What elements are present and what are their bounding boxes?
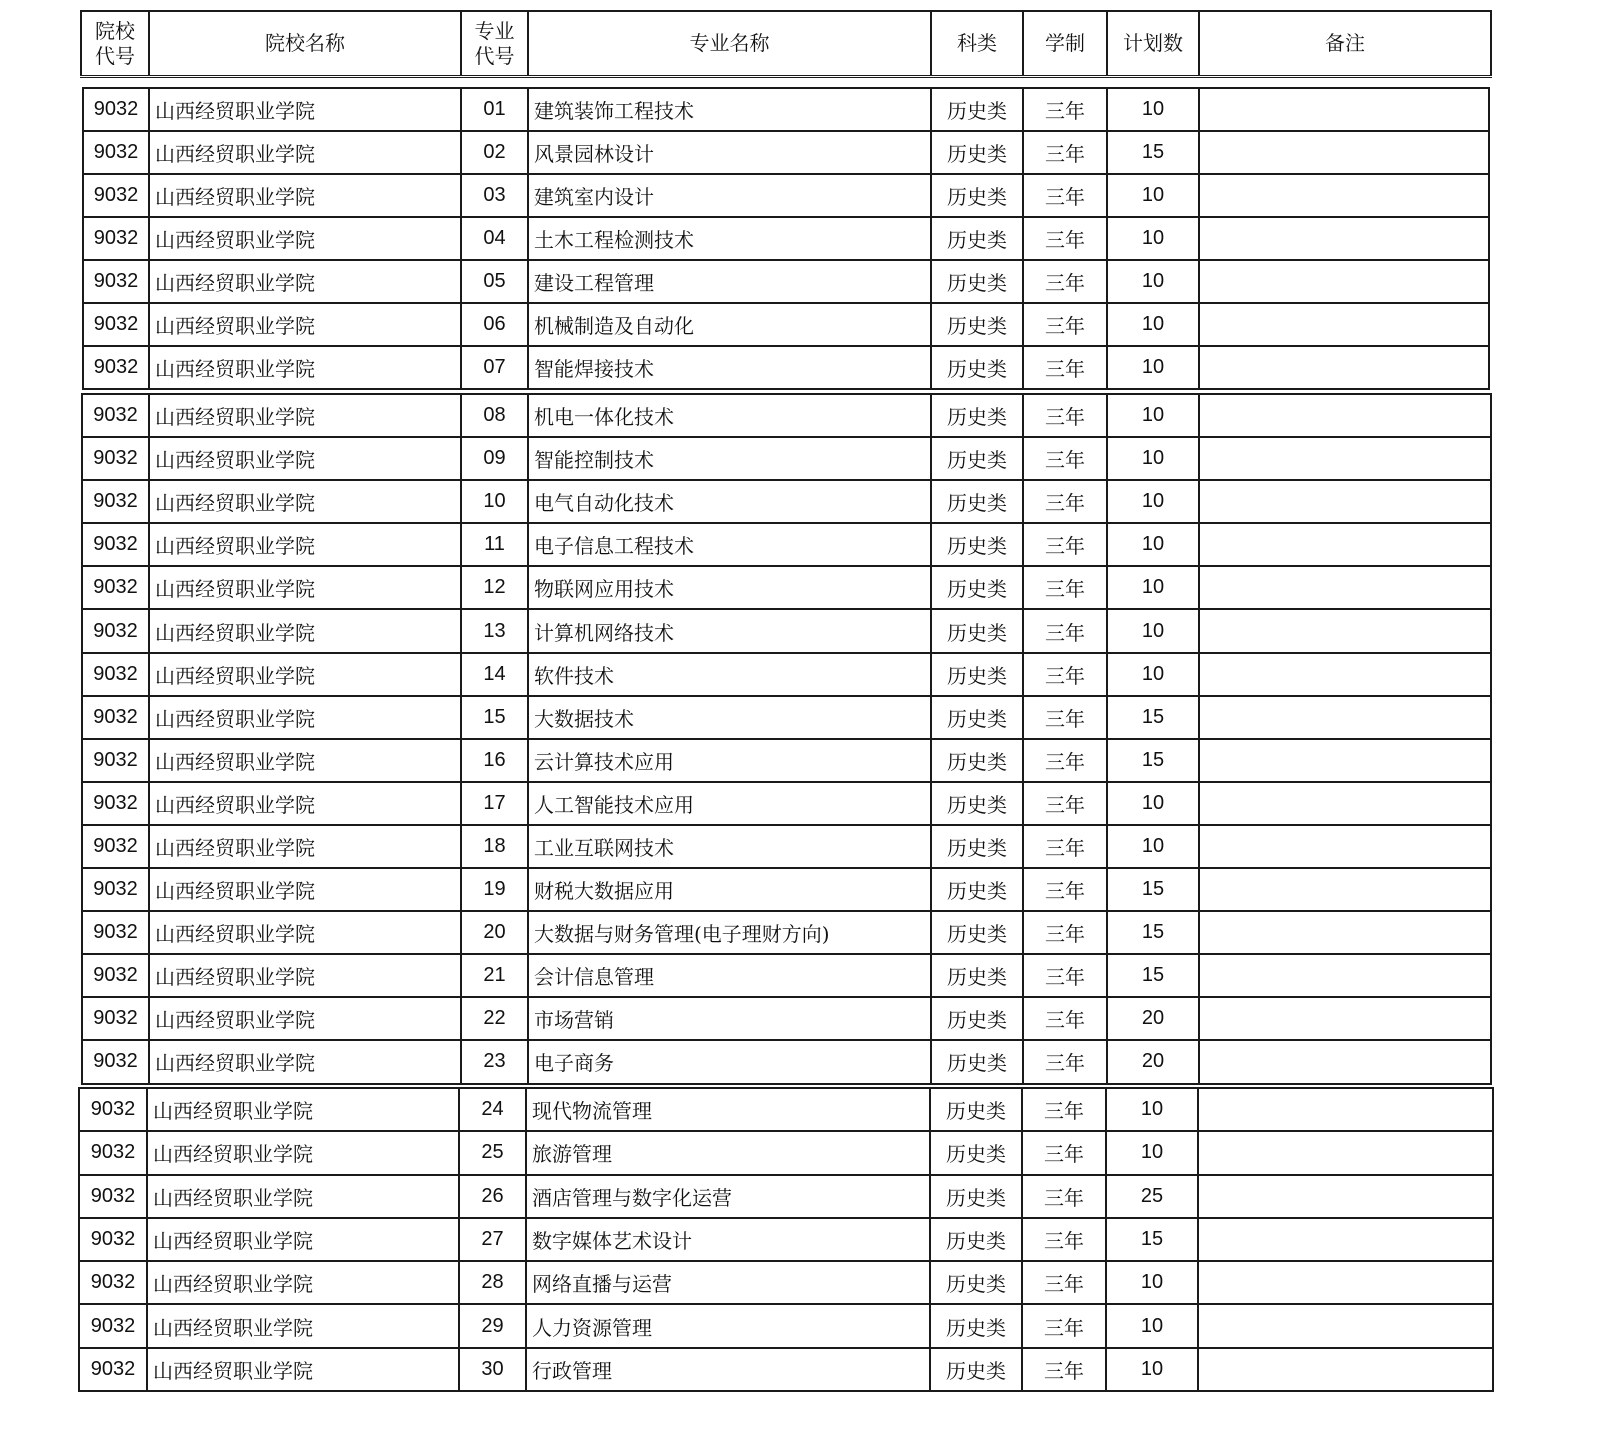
duration-cell: 三年 bbox=[1023, 609, 1107, 652]
school-code-cell: 9032 bbox=[79, 1304, 147, 1347]
table-row bbox=[82, 739, 1491, 782]
school-code-cell: 9032 bbox=[79, 1175, 147, 1218]
duration-cell: 三年 bbox=[1022, 1175, 1106, 1218]
major-code-cell: 19 bbox=[461, 868, 528, 911]
school-name-cell: 山西经贸职业学院 bbox=[149, 868, 461, 911]
remarks-cell bbox=[1198, 1261, 1493, 1304]
major-name-cell: 建设工程管理 bbox=[528, 260, 931, 303]
major-name-cell: 酒店管理与数字化运营 bbox=[526, 1175, 930, 1218]
duration-cell: 三年 bbox=[1023, 566, 1107, 609]
remarks-cell bbox=[1199, 997, 1491, 1040]
school-name-cell: 山西经贸职业学院 bbox=[147, 1088, 459, 1131]
table-row bbox=[82, 523, 1491, 566]
major-name-cell: 行政管理 bbox=[526, 1348, 930, 1391]
plan-count-cell: 10 bbox=[1106, 1131, 1198, 1174]
header-plan: 计划数 bbox=[1107, 11, 1199, 77]
school-name-cell: 山西经贸职业学院 bbox=[147, 1304, 459, 1347]
remarks-cell bbox=[1199, 1040, 1491, 1083]
category-cell: 历史类 bbox=[931, 825, 1023, 868]
major-name-cell: 工业互联网技术 bbox=[528, 825, 931, 868]
school-name-cell: 山西经贸职业学院 bbox=[149, 217, 461, 260]
remarks-cell bbox=[1199, 523, 1491, 566]
remarks-cell bbox=[1199, 394, 1491, 437]
major-name-cell: 市场营销 bbox=[528, 997, 931, 1040]
remarks-cell bbox=[1198, 1348, 1493, 1391]
plan-count-cell: 10 bbox=[1107, 260, 1199, 303]
school-name-cell: 山西经贸职业学院 bbox=[149, 437, 461, 480]
school-name-cell: 山西经贸职业学院 bbox=[149, 1040, 461, 1083]
table-row bbox=[82, 480, 1491, 523]
school-name-cell: 山西经贸职业学院 bbox=[149, 346, 461, 389]
school-name-cell: 山西经贸职业学院 bbox=[147, 1348, 459, 1391]
major-name-cell: 建筑室内设计 bbox=[528, 174, 931, 217]
plan-count-cell: 10 bbox=[1107, 437, 1199, 480]
table-row bbox=[82, 868, 1491, 911]
major-name-cell: 电子信息工程技术 bbox=[528, 523, 931, 566]
duration-cell: 三年 bbox=[1023, 997, 1107, 1040]
category-cell: 历史类 bbox=[931, 88, 1023, 131]
plan-count-cell: 10 bbox=[1107, 480, 1199, 523]
table-row bbox=[82, 653, 1491, 696]
major-code-cell: 15 bbox=[461, 696, 528, 739]
plan-count-cell: 25 bbox=[1106, 1175, 1198, 1218]
school-code-cell: 9032 bbox=[83, 217, 149, 260]
table-row bbox=[83, 88, 1489, 131]
school-code-cell: 9032 bbox=[82, 523, 149, 566]
remarks-cell bbox=[1199, 825, 1491, 868]
table-row bbox=[82, 437, 1491, 480]
remarks-cell bbox=[1199, 437, 1491, 480]
major-name-cell: 大数据与财务管理(电子理财方向) bbox=[528, 911, 931, 954]
duration-cell: 三年 bbox=[1023, 174, 1107, 217]
school-name-cell: 山西经贸职业学院 bbox=[149, 566, 461, 609]
duration-cell: 三年 bbox=[1023, 653, 1107, 696]
major-name-cell: 旅游管理 bbox=[526, 1131, 930, 1174]
major-name-cell: 风景园林设计 bbox=[528, 131, 931, 174]
remarks-cell bbox=[1199, 480, 1491, 523]
school-code-cell: 9032 bbox=[82, 566, 149, 609]
table-row bbox=[79, 1088, 1493, 1131]
school-code-cell: 9032 bbox=[82, 437, 149, 480]
plan-count-cell: 20 bbox=[1107, 997, 1199, 1040]
category-cell: 历史类 bbox=[931, 739, 1023, 782]
school-code-cell: 9032 bbox=[79, 1261, 147, 1304]
duration-cell: 三年 bbox=[1023, 523, 1107, 566]
duration-cell: 三年 bbox=[1023, 1040, 1107, 1083]
major-code-cell: 18 bbox=[461, 825, 528, 868]
major-name-cell: 电子商务 bbox=[528, 1040, 931, 1083]
table-row bbox=[82, 782, 1491, 825]
major-code-cell: 22 bbox=[461, 997, 528, 1040]
table-row bbox=[82, 696, 1491, 739]
plan-count-cell: 15 bbox=[1107, 911, 1199, 954]
major-code-cell: 08 bbox=[461, 394, 528, 437]
remarks-cell bbox=[1198, 1218, 1493, 1261]
category-cell: 历史类 bbox=[931, 346, 1023, 389]
header-school-code: 院校代号 bbox=[81, 11, 149, 77]
duration-cell: 三年 bbox=[1023, 437, 1107, 480]
school-code-cell: 9032 bbox=[82, 911, 149, 954]
table-row bbox=[83, 131, 1489, 174]
major-name-cell: 现代物流管理 bbox=[526, 1088, 930, 1131]
school-name-cell: 山西经贸职业学院 bbox=[149, 911, 461, 954]
major-name-cell: 人工智能技术应用 bbox=[528, 782, 931, 825]
remarks-cell bbox=[1199, 696, 1491, 739]
major-name-cell: 机械制造及自动化 bbox=[528, 303, 931, 346]
school-name-cell: 山西经贸职业学院 bbox=[149, 696, 461, 739]
table-row bbox=[82, 566, 1491, 609]
category-cell: 历史类 bbox=[931, 437, 1023, 480]
table-section-3 bbox=[78, 1087, 1494, 1392]
remarks-cell bbox=[1199, 566, 1491, 609]
duration-cell: 三年 bbox=[1022, 1348, 1106, 1391]
major-code-cell: 21 bbox=[461, 954, 528, 997]
plan-count-cell: 20 bbox=[1107, 1040, 1199, 1083]
major-code-cell: 04 bbox=[461, 217, 528, 260]
remarks-cell bbox=[1199, 346, 1489, 389]
duration-cell: 三年 bbox=[1023, 480, 1107, 523]
category-cell: 历史类 bbox=[931, 523, 1023, 566]
table-row bbox=[83, 217, 1489, 260]
major-code-cell: 01 bbox=[461, 88, 528, 131]
school-code-cell: 9032 bbox=[83, 303, 149, 346]
major-code-cell: 17 bbox=[461, 782, 528, 825]
category-cell: 历史类 bbox=[931, 868, 1023, 911]
header-major-code: 专业代号 bbox=[461, 11, 528, 77]
table-row bbox=[83, 303, 1489, 346]
major-code-cell: 07 bbox=[461, 346, 528, 389]
duration-cell: 三年 bbox=[1023, 131, 1107, 174]
remarks-cell bbox=[1199, 739, 1491, 782]
school-code-cell: 9032 bbox=[79, 1348, 147, 1391]
plan-count-cell: 15 bbox=[1107, 131, 1199, 174]
school-code-cell: 9032 bbox=[83, 346, 149, 389]
major-name-cell: 网络直播与运营 bbox=[526, 1261, 930, 1304]
duration-cell: 三年 bbox=[1022, 1218, 1106, 1261]
plan-count-cell: 10 bbox=[1107, 782, 1199, 825]
school-name-cell: 山西经贸职业学院 bbox=[149, 523, 461, 566]
major-code-cell: 14 bbox=[461, 653, 528, 696]
category-cell: 历史类 bbox=[931, 696, 1023, 739]
header-school-name: 院校名称 bbox=[149, 11, 461, 77]
major-code-cell: 03 bbox=[461, 174, 528, 217]
plan-count-cell: 10 bbox=[1107, 825, 1199, 868]
duration-cell: 三年 bbox=[1023, 394, 1107, 437]
plan-count-cell: 10 bbox=[1107, 303, 1199, 346]
duration-cell: 三年 bbox=[1022, 1261, 1106, 1304]
header-major-name: 专业名称 bbox=[528, 11, 931, 77]
major-name-cell: 建筑装饰工程技术 bbox=[528, 88, 931, 131]
plan-count-cell: 10 bbox=[1107, 217, 1199, 260]
major-code-cell: 12 bbox=[461, 566, 528, 609]
school-code-cell: 9032 bbox=[82, 868, 149, 911]
plan-count-cell: 10 bbox=[1106, 1261, 1198, 1304]
duration-cell: 三年 bbox=[1022, 1131, 1106, 1174]
remarks-cell bbox=[1199, 653, 1491, 696]
school-code-cell: 9032 bbox=[82, 480, 149, 523]
duration-cell: 三年 bbox=[1023, 303, 1107, 346]
major-name-cell: 会计信息管理 bbox=[528, 954, 931, 997]
duration-cell: 三年 bbox=[1023, 88, 1107, 131]
duration-cell: 三年 bbox=[1023, 696, 1107, 739]
table-row bbox=[79, 1348, 1493, 1391]
plan-count-cell: 15 bbox=[1107, 739, 1199, 782]
plan-count-cell: 10 bbox=[1107, 346, 1199, 389]
school-name-cell: 山西经贸职业学院 bbox=[149, 131, 461, 174]
major-code-cell: 28 bbox=[459, 1261, 526, 1304]
category-cell: 历史类 bbox=[931, 394, 1023, 437]
remarks-cell bbox=[1199, 88, 1489, 131]
header-duration: 学制 bbox=[1023, 11, 1107, 77]
school-code-cell: 9032 bbox=[82, 653, 149, 696]
school-code-cell: 9032 bbox=[82, 1040, 149, 1083]
school-name-cell: 山西经贸职业学院 bbox=[147, 1261, 459, 1304]
school-name-cell: 山西经贸职业学院 bbox=[149, 174, 461, 217]
major-code-cell: 09 bbox=[461, 437, 528, 480]
major-name-cell: 计算机网络技术 bbox=[528, 609, 931, 652]
school-code-cell: 9032 bbox=[83, 131, 149, 174]
table-row bbox=[82, 997, 1491, 1040]
remarks-cell bbox=[1199, 954, 1491, 997]
table-row bbox=[82, 1040, 1491, 1083]
table-row bbox=[79, 1218, 1493, 1261]
remarks-cell bbox=[1198, 1131, 1493, 1174]
major-code-cell: 23 bbox=[461, 1040, 528, 1083]
major-name-cell: 人力资源管理 bbox=[526, 1304, 930, 1347]
school-name-cell: 山西经贸职业学院 bbox=[149, 954, 461, 997]
table-row bbox=[82, 954, 1491, 997]
major-code-cell: 16 bbox=[461, 739, 528, 782]
category-cell: 历史类 bbox=[931, 566, 1023, 609]
category-cell: 历史类 bbox=[931, 954, 1023, 997]
duration-cell: 三年 bbox=[1023, 868, 1107, 911]
remarks-cell bbox=[1199, 131, 1489, 174]
major-name-cell: 土木工程检测技术 bbox=[528, 217, 931, 260]
major-code-cell: 02 bbox=[461, 131, 528, 174]
duration-cell: 三年 bbox=[1023, 217, 1107, 260]
school-code-cell: 9032 bbox=[83, 260, 149, 303]
major-code-cell: 05 bbox=[461, 260, 528, 303]
table-section-1 bbox=[82, 87, 1490, 390]
remarks-cell bbox=[1199, 174, 1489, 217]
table-row bbox=[79, 1131, 1493, 1174]
major-code-cell: 25 bbox=[459, 1131, 526, 1174]
table-row bbox=[83, 346, 1489, 389]
school-name-cell: 山西经贸职业学院 bbox=[149, 88, 461, 131]
remarks-cell bbox=[1199, 217, 1489, 260]
major-code-cell: 26 bbox=[459, 1175, 526, 1218]
remarks-cell bbox=[1199, 911, 1491, 954]
school-code-cell: 9032 bbox=[82, 782, 149, 825]
duration-cell: 三年 bbox=[1023, 260, 1107, 303]
remarks-cell bbox=[1198, 1304, 1493, 1347]
table-section-2 bbox=[81, 393, 1492, 1085]
duration-cell: 三年 bbox=[1023, 782, 1107, 825]
remarks-cell bbox=[1199, 609, 1491, 652]
school-code-cell: 9032 bbox=[82, 954, 149, 997]
category-cell: 历史类 bbox=[931, 609, 1023, 652]
category-cell: 历史类 bbox=[931, 782, 1023, 825]
school-name-cell: 山西经贸职业学院 bbox=[149, 303, 461, 346]
school-code-cell: 9032 bbox=[79, 1218, 147, 1261]
major-code-cell: 13 bbox=[461, 609, 528, 652]
major-code-cell: 30 bbox=[459, 1348, 526, 1391]
table-row bbox=[82, 394, 1491, 437]
duration-cell: 三年 bbox=[1023, 346, 1107, 389]
table-row bbox=[79, 1261, 1493, 1304]
school-name-cell: 山西经贸职业学院 bbox=[149, 480, 461, 523]
major-code-cell: 24 bbox=[459, 1088, 526, 1131]
school-name-cell: 山西经贸职业学院 bbox=[147, 1131, 459, 1174]
school-name-cell: 山西经贸职业学院 bbox=[149, 394, 461, 437]
table-row bbox=[82, 911, 1491, 954]
header-category: 科类 bbox=[931, 11, 1023, 77]
plan-count-cell: 10 bbox=[1107, 88, 1199, 131]
table-header bbox=[80, 10, 1492, 78]
remarks-cell bbox=[1199, 260, 1489, 303]
plan-count-cell: 10 bbox=[1106, 1304, 1198, 1347]
plan-count-cell: 15 bbox=[1107, 868, 1199, 911]
plan-count-cell: 10 bbox=[1107, 394, 1199, 437]
category-cell: 历史类 bbox=[931, 217, 1023, 260]
major-name-cell: 财税大数据应用 bbox=[528, 868, 931, 911]
duration-cell: 三年 bbox=[1023, 825, 1107, 868]
table-row bbox=[83, 260, 1489, 303]
school-name-cell: 山西经贸职业学院 bbox=[149, 782, 461, 825]
major-name-cell: 软件技术 bbox=[528, 653, 931, 696]
school-name-cell: 山西经贸职业学院 bbox=[147, 1175, 459, 1218]
major-code-cell: 20 bbox=[461, 911, 528, 954]
major-name-cell: 物联网应用技术 bbox=[528, 566, 931, 609]
duration-cell: 三年 bbox=[1023, 911, 1107, 954]
duration-cell: 三年 bbox=[1022, 1088, 1106, 1131]
major-name-cell: 智能焊接技术 bbox=[528, 346, 931, 389]
remarks-cell bbox=[1199, 782, 1491, 825]
category-cell: 历史类 bbox=[931, 303, 1023, 346]
school-name-cell: 山西经贸职业学院 bbox=[149, 653, 461, 696]
plan-count-cell: 10 bbox=[1106, 1088, 1198, 1131]
plan-count-cell: 15 bbox=[1106, 1218, 1198, 1261]
plan-count-cell: 10 bbox=[1107, 653, 1199, 696]
category-cell: 历史类 bbox=[931, 480, 1023, 523]
school-code-cell: 9032 bbox=[83, 88, 149, 131]
school-code-cell: 9032 bbox=[83, 174, 149, 217]
major-name-cell: 数字媒体艺术设计 bbox=[526, 1218, 930, 1261]
category-cell: 历史类 bbox=[931, 911, 1023, 954]
major-code-cell: 11 bbox=[461, 523, 528, 566]
plan-count-cell: 10 bbox=[1107, 566, 1199, 609]
duration-cell: 三年 bbox=[1023, 739, 1107, 782]
table-row bbox=[82, 609, 1491, 652]
school-code-cell: 9032 bbox=[79, 1131, 147, 1174]
remarks-cell bbox=[1198, 1175, 1493, 1218]
table-row bbox=[83, 174, 1489, 217]
category-cell: 历史类 bbox=[931, 174, 1023, 217]
major-code-cell: 29 bbox=[459, 1304, 526, 1347]
plan-count-cell: 10 bbox=[1106, 1348, 1198, 1391]
major-name-cell: 机电一体化技术 bbox=[528, 394, 931, 437]
school-code-cell: 9032 bbox=[82, 997, 149, 1040]
category-cell: 历史类 bbox=[930, 1131, 1022, 1174]
table-row bbox=[82, 825, 1491, 868]
school-code-cell: 9032 bbox=[82, 394, 149, 437]
school-code-cell: 9032 bbox=[82, 825, 149, 868]
school-code-cell: 9032 bbox=[79, 1088, 147, 1131]
major-code-cell: 27 bbox=[459, 1218, 526, 1261]
major-code-cell: 10 bbox=[461, 480, 528, 523]
category-cell: 历史类 bbox=[930, 1261, 1022, 1304]
school-name-cell: 山西经贸职业学院 bbox=[149, 260, 461, 303]
table-row bbox=[79, 1304, 1493, 1347]
plan-count-cell: 15 bbox=[1107, 954, 1199, 997]
duration-cell: 三年 bbox=[1023, 954, 1107, 997]
major-code-cell: 06 bbox=[461, 303, 528, 346]
plan-count-cell: 15 bbox=[1107, 696, 1199, 739]
major-name-cell: 智能控制技术 bbox=[528, 437, 931, 480]
major-name-cell: 云计算技术应用 bbox=[528, 739, 931, 782]
plan-count-cell: 10 bbox=[1107, 174, 1199, 217]
category-cell: 历史类 bbox=[931, 131, 1023, 174]
school-code-cell: 9032 bbox=[82, 739, 149, 782]
school-code-cell: 9032 bbox=[82, 696, 149, 739]
table-row bbox=[79, 1175, 1493, 1218]
category-cell: 历史类 bbox=[931, 653, 1023, 696]
remarks-cell bbox=[1199, 303, 1489, 346]
category-cell: 历史类 bbox=[931, 1040, 1023, 1083]
category-cell: 历史类 bbox=[930, 1175, 1022, 1218]
plan-count-cell: 10 bbox=[1107, 523, 1199, 566]
category-cell: 历史类 bbox=[930, 1304, 1022, 1347]
category-cell: 历史类 bbox=[931, 997, 1023, 1040]
category-cell: 历史类 bbox=[931, 260, 1023, 303]
duration-cell: 三年 bbox=[1022, 1304, 1106, 1347]
school-name-cell: 山西经贸职业学院 bbox=[149, 997, 461, 1040]
major-name-cell: 大数据技术 bbox=[528, 696, 931, 739]
school-name-cell: 山西经贸职业学院 bbox=[149, 825, 461, 868]
remarks-cell bbox=[1199, 868, 1491, 911]
header-remarks: 备注 bbox=[1199, 11, 1491, 77]
major-name-cell: 电气自动化技术 bbox=[528, 480, 931, 523]
plan-count-cell: 10 bbox=[1107, 609, 1199, 652]
remarks-cell bbox=[1198, 1088, 1493, 1131]
school-name-cell: 山西经贸职业学院 bbox=[149, 609, 461, 652]
school-name-cell: 山西经贸职业学院 bbox=[147, 1218, 459, 1261]
school-name-cell: 山西经贸职业学院 bbox=[149, 739, 461, 782]
category-cell: 历史类 bbox=[930, 1348, 1022, 1391]
school-code-cell: 9032 bbox=[82, 609, 149, 652]
category-cell: 历史类 bbox=[930, 1218, 1022, 1261]
category-cell: 历史类 bbox=[930, 1088, 1022, 1131]
